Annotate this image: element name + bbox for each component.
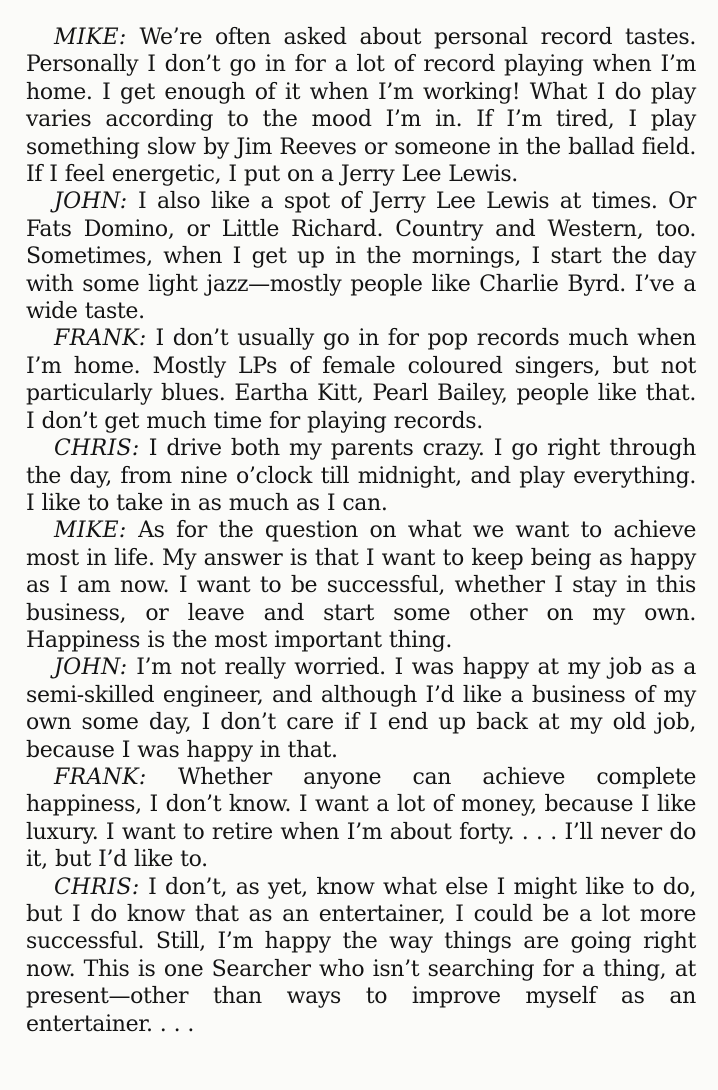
speaker-label: FRANK: (54, 764, 147, 790)
paragraph-text: I don’t, as yet, know what else I might like to do, but I do know that as an entertainer, I could be a lot more successful. Still, I’m happy the way things are going right now. This is one Searcher who isn’t searching for a thing, at present—other than ways to improve myself as an entertainer. . . . (26, 874, 696, 1037)
paragraph-mike-record-tastes (26, 24, 696, 188)
paragraph-text: I’m not really worried. I was happy at my job as a semi-skilled engineer, and although I’d like a business of my own some day, I don’t care if I end up back at my old job, because I was happy in that. (26, 655, 696, 763)
speaker-label: FRANK: (54, 326, 147, 352)
speaker-label: MIKE: (54, 518, 127, 544)
speaker-label: MIKE: (54, 25, 127, 50)
speaker-label: JOHN: (54, 655, 128, 681)
speaker-label: JOHN: (54, 189, 128, 215)
paragraph-chris-record-tastes (26, 435, 696, 517)
paragraph-mike-ambitions (26, 517, 696, 654)
paragraph-frank-ambitions (26, 764, 696, 874)
paragraph-chris-ambitions (26, 874, 696, 1038)
paragraph-text: I drive both my parents crazy. I go right through the day, from nine o’clock till midnight, and play everything. I like to take in as much as I can. (26, 436, 696, 516)
paragraph-frank-record-tastes (26, 325, 696, 435)
paragraph-john-ambitions (26, 654, 696, 764)
paragraph-text: As for the question on what we want to achieve most in life. My answer is that I want to keep being as happy as I am now. I want to be successful, whether I stay in this business, or leave and start some other on my own. Happiness is the most important thing. (26, 518, 696, 653)
paragraph-john-record-tastes (26, 188, 696, 325)
speaker-label: CHRIS: (54, 436, 140, 462)
paragraph-text: I also like a spot of Jerry Lee Lewis at times. Or Fats Domino, or Little Richard. Country and Western, too. Sometimes, when I get up in the mornings, I start the day with some light jazz—mostly people like Charlie Byrd. I’ve a wide taste. (26, 189, 696, 325)
speaker-label: CHRIS: (54, 874, 140, 900)
paragraph-text: I don’t usually go in for pop records much when I’m home. Mostly LPs of female coloured singers, but not particularly blues. Eartha Kitt, Pearl Bailey, people like that. I don’t get much time for playing records. (26, 326, 696, 434)
paragraph-text: Whether anyone can achieve complete happiness, I don’t know. I want a lot of money, because I like luxury. I want to retire when I’m about forty. . . . I’ll never do it, but I’d like to. (26, 764, 696, 873)
paragraph-text: We’re often asked about personal record tastes. Personally I don’t go in for a lot of record playing when I’m home. I get enough of it when I’m working! What I do play varies according to the mood I’m in. If I’m tired, I play something slow by Jim Reeves or someone in the ballad field. If I feel energetic, I put on a Jerry Lee Lewis. (26, 25, 696, 188)
